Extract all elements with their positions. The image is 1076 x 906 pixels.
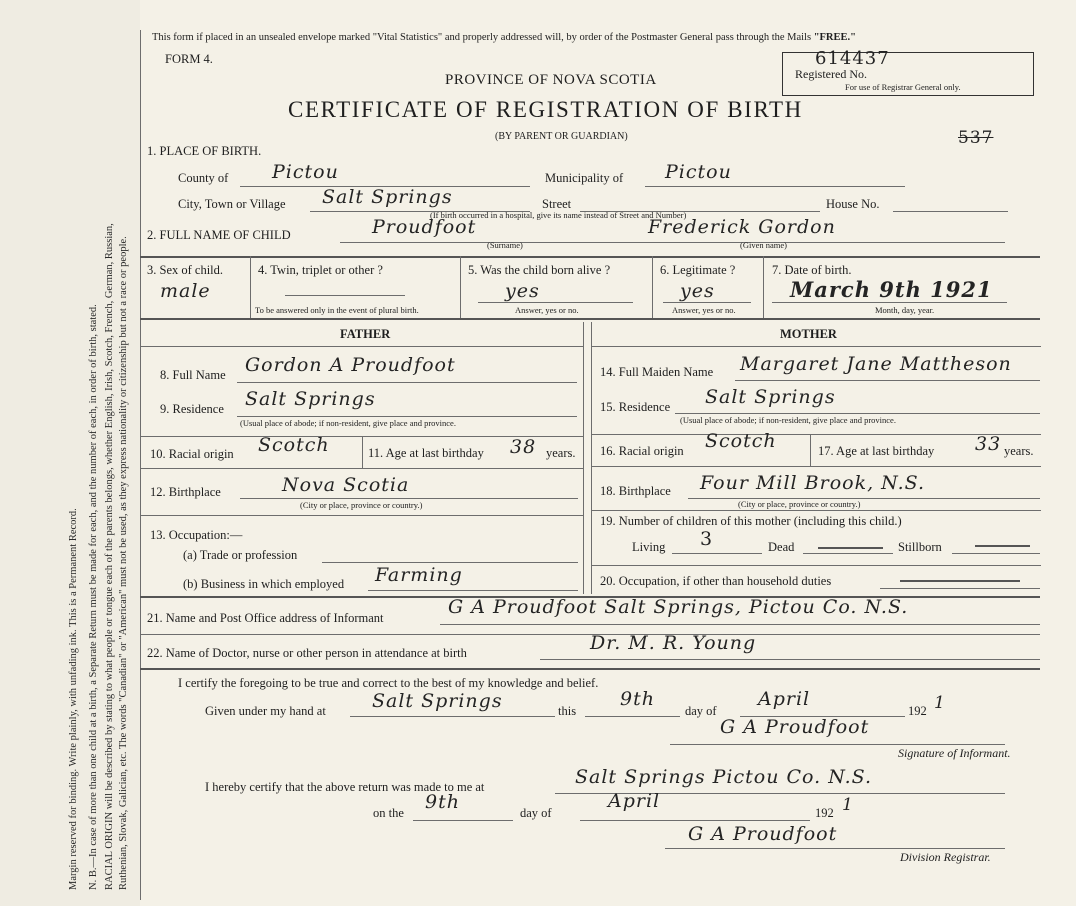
registration-year-label: 192 (815, 806, 834, 820)
child-given-name-value: Frederick Gordon (648, 216, 836, 238)
margin-note-4: Ruthenian, Slovak, Galician, etc. The words "Canadian" or "American" must not be used, as they express nationality or citizenship but not a race or people. (118, 236, 129, 890)
father-birthplace-label: 12. Birthplace (150, 485, 221, 499)
living-label: Living (632, 540, 666, 554)
left-border (140, 30, 141, 900)
doctor-label: 22. Name of Doctor, nurse or other person in attendance at birth (147, 646, 467, 660)
father-age-value: 38 (510, 436, 537, 458)
given-year-value: 1 (934, 693, 946, 713)
sex-value: male (160, 280, 211, 302)
sex-label: 3. Sex of child. (147, 263, 224, 277)
informant-label: 21. Name and Post Office address of Informant (147, 611, 384, 625)
alive-note: Answer, yes or no. (515, 305, 579, 315)
father-racial-label: 10. Racial origin (150, 447, 234, 461)
margin-note-1: Margin reserved for binding. Write plainly, with unfading ink. This is a Permanent Record. (68, 508, 79, 890)
municipality-value: Pictou (665, 161, 732, 183)
mother-heading: MOTHER (780, 327, 837, 341)
mail-notice: This form if placed in an unsealed envelope marked "Vital Statistics" and properly addressed will, by order of the Postmaster General pass through the Mails "FREE." (152, 32, 856, 43)
father-business-value: Farming (375, 564, 463, 586)
mother-name-value: Margaret Jane Mattheson (740, 353, 1012, 375)
county-value: Pictou (272, 161, 339, 183)
mother-birthplace-note: (City or place, province or country.) (738, 499, 861, 509)
division-registrar-label: Division Registrar. (900, 850, 991, 864)
place-of-birth-heading: 1. PLACE OF BIRTH. (147, 144, 262, 158)
page-number: 537 (958, 128, 994, 148)
registered-number-note: For use of Registrar General only. (845, 82, 961, 92)
date-of-birth-note: Month, day, year. (875, 305, 935, 315)
province-title: PROVINCE OF NOVA SCOTIA (445, 72, 657, 88)
father-years-label: years. (546, 446, 576, 460)
given-month-value: April (758, 688, 811, 710)
mother-residence-note: (Usual place of abode; if non-resident, give place and province. (680, 415, 896, 425)
given-place-value: Salt Springs (372, 690, 503, 712)
registration-month-value: April (608, 790, 661, 812)
father-residence-value: Salt Springs (245, 388, 376, 410)
signature-informant-label: Signature of Informant. (898, 746, 1011, 760)
municipality-label: Municipality of (545, 171, 624, 185)
given-day-value: 9th (620, 688, 655, 710)
child-name-label: 2. FULL NAME OF CHILD (147, 228, 291, 242)
registration-day-of-label: day of (520, 806, 552, 820)
mother-birthplace-label: 18. Birthplace (600, 484, 671, 498)
return-text: I hereby certify that the above return was made to me at (205, 780, 485, 794)
house-number-label: House No. (826, 197, 880, 211)
father-name-label: 8. Full Name (160, 368, 226, 382)
mother-age-value: 33 (975, 433, 1002, 455)
mother-racial-value: Scotch (705, 430, 777, 452)
county-label: County of (178, 171, 229, 185)
form-number: FORM 4. (165, 52, 213, 66)
legitimate-value: yes (680, 280, 715, 302)
children-count-label: 19. Number of children of this mother (including this child.) (600, 514, 902, 528)
certificate-title: CERTIFICATE OF REGISTRATION OF BIRTH (288, 97, 803, 122)
father-heading: FATHER (340, 327, 391, 341)
registration-day-value: 9th (425, 791, 460, 813)
business-label: (b) Business in which employed (183, 577, 345, 591)
day-of-label: day of (685, 704, 717, 718)
surname-note: (Surname) (487, 240, 523, 250)
mother-residence-label: 15. Residence (600, 400, 671, 414)
legitimate-note: Answer, yes or no. (672, 305, 736, 315)
father-racial-value: Scotch (258, 434, 330, 456)
margin-note-2: N. B.—In case of more than one child at a birth, a Separate Return must be made for each, and the number of each, in order of birth, stated. (88, 304, 99, 890)
this-label: this (558, 704, 577, 718)
mother-age-label: 17. Age at last birthday (818, 444, 935, 458)
given-under-hand-label: Given under my hand at (205, 704, 326, 718)
informant-signature: G A Proudfoot (720, 716, 870, 738)
father-birthplace-note: (City or place, province or country.) (300, 500, 423, 510)
registration-year-value: 1 (842, 795, 854, 815)
registrar-signature: G A Proudfoot (688, 823, 838, 845)
alive-label: 5. Was the child born alive ? (468, 263, 611, 277)
father-age-label: 11. Age at last birthday (368, 446, 484, 460)
legitimate-label: 6. Legitimate ? (660, 263, 736, 277)
father-occupation-label: 13. Occupation:— (150, 528, 243, 542)
mother-racial-label: 16. Racial origin (600, 444, 684, 458)
city-value: Salt Springs (322, 186, 453, 208)
margin-note-3: RACIAL ORIGIN will be described by stating to what people or tongue each of the parents belongs, whether English, Irish, Scotch, French, German, Russian, (104, 223, 115, 890)
father-residence-label: 9. Residence (160, 402, 224, 416)
registered-number-value: 614437 (815, 48, 890, 69)
twin-label: 4. Twin, triplet or other ? (258, 263, 383, 277)
city-label: City, Town or Village (178, 197, 286, 211)
mother-birthplace-value: Four Mill Brook, N.S. (700, 472, 926, 494)
mother-years-label: years. (1004, 444, 1034, 458)
father-name-value: Gordon A Proudfoot (245, 354, 456, 376)
given-year-label: 192 (908, 704, 927, 718)
date-of-birth-value: March 9th 1921 (790, 277, 993, 302)
given-name-note: (Given name) (740, 240, 787, 250)
dead-label: Dead (768, 540, 795, 554)
certificate-subtitle: (BY PARENT OR GUARDIAN) (495, 131, 628, 142)
certify-text: I certify the foregoing to be true and correct to the best of my knowledge and belief. (178, 676, 599, 690)
father-residence-note: (Usual place of abode; if non-resident, give place and province. (240, 418, 456, 428)
informant-value: G A Proudfoot Salt Springs, Pictou Co. N.S. (448, 596, 909, 618)
street-label: Street (542, 197, 572, 211)
doctor-value: Dr. M. R. Young (590, 632, 757, 654)
hospital-note: (If birth occurred in a hospital, give its name instead of Street and Number) (430, 210, 687, 220)
registered-number-label: Registered No. (795, 67, 867, 81)
father-birthplace-value: Nova Scotia (282, 474, 410, 496)
mother-occupation-label: 20. Occupation, if other than household duties (600, 574, 832, 588)
date-of-birth-label: 7. Date of birth. (772, 263, 852, 277)
living-value: 3 (700, 528, 714, 550)
return-place-value: Salt Springs Pictou Co. N.S. (575, 766, 873, 788)
on-the-label: on the (373, 806, 404, 820)
mother-name-label: 14. Full Maiden Name (600, 365, 714, 379)
stillborn-label: Stillborn (898, 540, 942, 554)
child-surname-value: Proudfoot (372, 216, 477, 238)
twin-note: To be answered only in the event of plural birth. (255, 305, 419, 315)
mother-residence-value: Salt Springs (705, 386, 836, 408)
trade-label: (a) Trade or profession (183, 548, 298, 562)
alive-value: yes (505, 280, 540, 302)
